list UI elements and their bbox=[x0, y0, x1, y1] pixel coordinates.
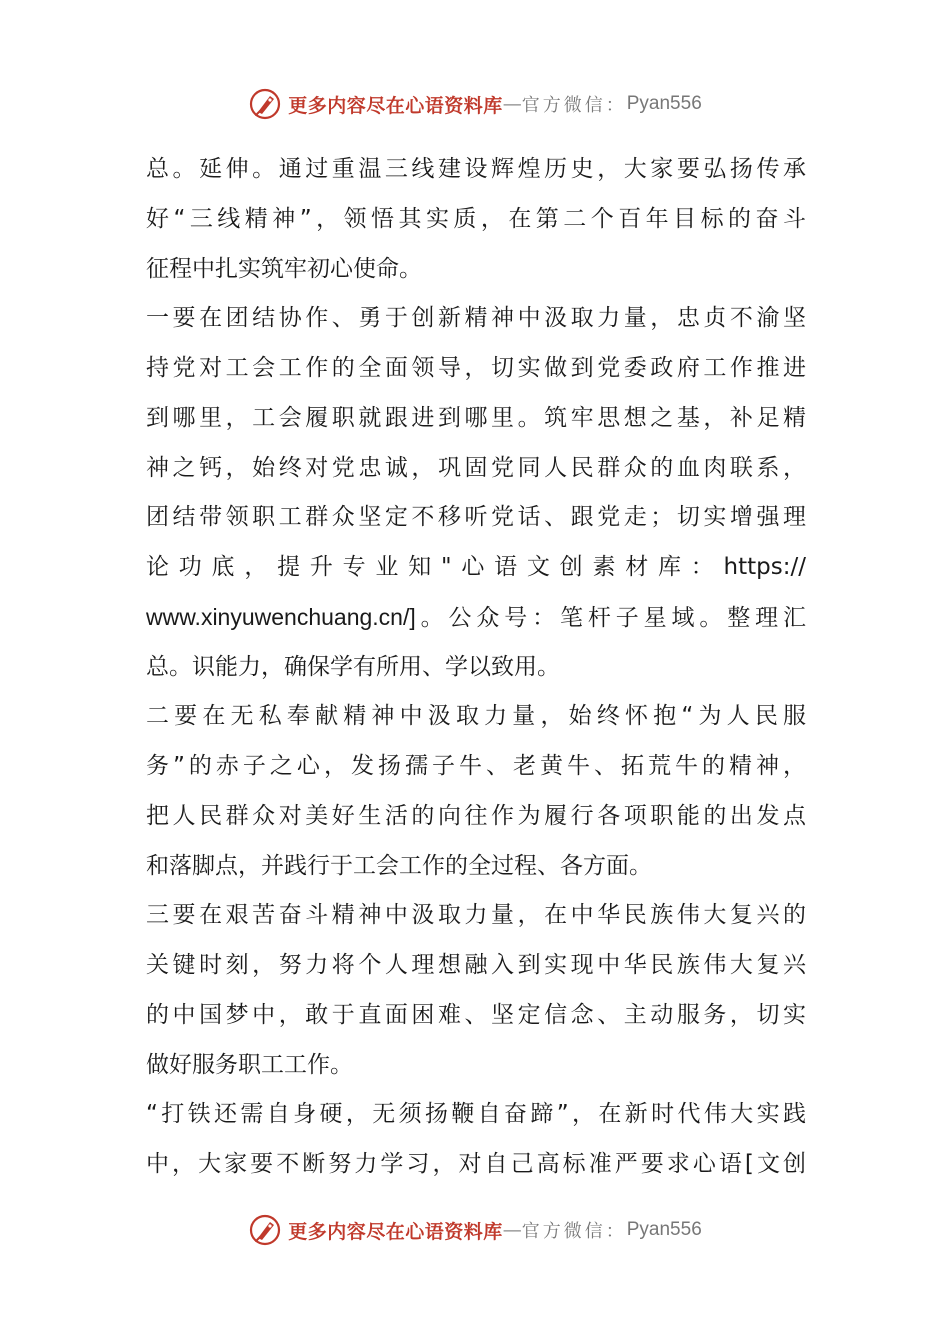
body-line: 三要在艰苦奋斗精神中汲取力量，在中华民族伟大复兴的 bbox=[146, 902, 806, 929]
body-line: 中，大家要不断努力学习，对自己高标准严要求心语[文创 bbox=[146, 1151, 806, 1177]
body-line: 二要在无私奉献精神中汲取力量，始终怀抱“为人民服 bbox=[146, 703, 806, 730]
pen-nib-logo-icon bbox=[248, 87, 282, 121]
banner-wechat-handle: Pyan556 bbox=[626, 93, 702, 114]
banner-dash: — bbox=[502, 93, 522, 115]
header-banner bbox=[0, 84, 950, 124]
body-line: 好“三线精神”，领悟其实质，在第二个百年目标的奋斗 bbox=[146, 205, 806, 232]
body-line: 神之钙，始终对党忠诚，巩固党同人民群众的血肉联系， bbox=[146, 454, 806, 481]
body-line: 征程中扎实筑牢初心使命。 bbox=[146, 255, 422, 282]
body-line: www.xinyuwenchuang.cn/]。公众号：笔杆子星域。整理汇 bbox=[146, 603, 806, 630]
banner-wechat-label: 官方微信： bbox=[521, 95, 627, 116]
body-line: 和落脚点，并践行于工会工作的全过程、各方面。 bbox=[146, 852, 652, 879]
banner-wechat-label: 官方微信： bbox=[521, 1221, 627, 1242]
body-line: 的中国梦中，敢于直面困难、坚定信念、主动服务，切实 bbox=[146, 1001, 806, 1028]
banner-main-text: 更多内容尽在心语资料库 bbox=[288, 94, 503, 117]
body-line: “打铁还需自身硬，无须扬鞭自奋蹄”，在新时代伟大实践 bbox=[146, 1101, 806, 1128]
body-line: 务”的赤子之心，发扬孺子牛、老黄牛、拓荒牛的精神， bbox=[146, 753, 806, 779]
body-line: 做好服务职工工作。 bbox=[146, 1051, 353, 1078]
document-body bbox=[146, 145, 806, 1190]
body-line: 总。识能力，确保学有所用、学以致用。 bbox=[146, 653, 560, 680]
banner-main-text: 更多内容尽在心语资料库 bbox=[288, 1220, 503, 1243]
banner-wechat-handle: Pyan556 bbox=[626, 1219, 702, 1240]
pen-nib-logo-icon bbox=[248, 1213, 282, 1247]
body-line: 团结带领职工群众坚定不移听党话、跟党走；切实增强理 bbox=[146, 504, 806, 531]
body-line: 把人民群众对美好生活的向往作为履行各项职能的出发点 bbox=[146, 802, 806, 829]
banner-dash: — bbox=[502, 1219, 522, 1241]
body-line: 到哪里，工会履职就跟进到哪里。筑牢思想之基，补足精 bbox=[146, 404, 806, 431]
body-line: 关键时刻，努力将个人理想融入到实现中华民族伟大复兴 bbox=[146, 952, 806, 978]
body-line: 一要在团结协作、勇于创新精神中汲取力量，忠贞不渝坚 bbox=[146, 305, 806, 332]
body-line: 总。延伸。通过重温三线建设辉煌历史，大家要弘扬传承 bbox=[146, 156, 806, 182]
body-line: 论功底，提升专业知"心语文创素材库：https:// bbox=[146, 554, 806, 580]
footer-banner bbox=[0, 1210, 950, 1250]
body-line: 持党对工会工作的全面领导，切实做到党委政府工作推进 bbox=[146, 355, 806, 381]
